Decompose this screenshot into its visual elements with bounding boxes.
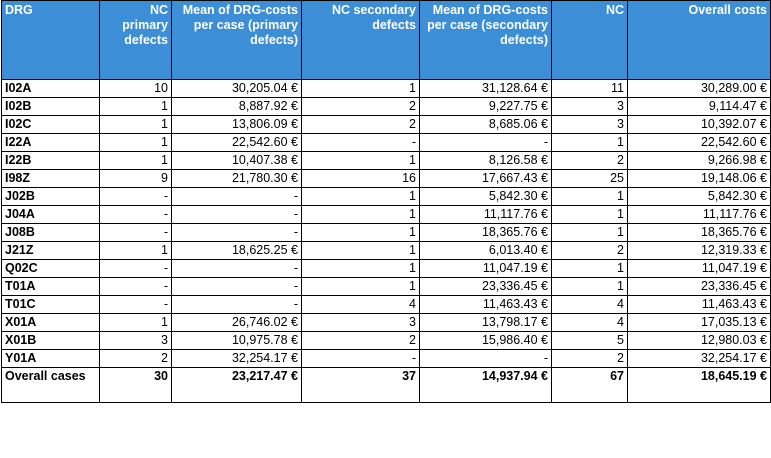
nc-secondary-cell: 1 <box>302 206 420 224</box>
header-overall-costs: Overall costs <box>628 1 771 80</box>
total-drg-cell: Overall cases <box>2 368 100 403</box>
drg-cell: I02C <box>2 116 100 134</box>
nc-secondary-cell: 1 <box>302 188 420 206</box>
table-row <box>2 278 771 296</box>
total-mean-primary-cell: 23,217.47 € <box>172 368 302 403</box>
mean-primary-cell: - <box>172 260 302 278</box>
overall-cell: 9,266.98 € <box>628 152 771 170</box>
nc-secondary-cell: 1 <box>302 260 420 278</box>
table-row <box>2 80 771 98</box>
mean-primary-cell: - <box>172 188 302 206</box>
total-nc-primary-cell: 30 <box>100 368 172 403</box>
nc-cell: 5 <box>552 332 628 350</box>
nc-cell: 1 <box>552 224 628 242</box>
total-mean-secondary-cell: 14,937.94 € <box>420 368 552 403</box>
nc-cell: 2 <box>552 152 628 170</box>
nc-cell: 25 <box>552 170 628 188</box>
nc-primary-cell: 1 <box>100 314 172 332</box>
drg-cell: X01A <box>2 314 100 332</box>
drg-cell: J04A <box>2 206 100 224</box>
total-nc-cell: 67 <box>552 368 628 403</box>
table-row <box>2 134 771 152</box>
table-row <box>2 98 771 116</box>
table-row <box>2 242 771 260</box>
overall-cell: 5,842.30 € <box>628 188 771 206</box>
overall-cell: 9,114.47 € <box>628 98 771 116</box>
nc-cell: 2 <box>552 242 628 260</box>
nc-secondary-cell: 2 <box>302 332 420 350</box>
nc-secondary-cell: - <box>302 350 420 368</box>
drg-cell: I98Z <box>2 170 100 188</box>
overall-cell: 19,148.06 € <box>628 170 771 188</box>
mean-primary-cell: 26,746.02 € <box>172 314 302 332</box>
table-row <box>2 224 771 242</box>
nc-primary-cell: - <box>100 206 172 224</box>
header-row <box>2 1 771 80</box>
total-nc-secondary-cell: 37 <box>302 368 420 403</box>
mean-secondary-cell: - <box>420 134 552 152</box>
mean-secondary-cell: 15,986.40 € <box>420 332 552 350</box>
overall-cell: 22,542.60 € <box>628 134 771 152</box>
nc-secondary-cell: 1 <box>302 152 420 170</box>
nc-primary-cell: 1 <box>100 116 172 134</box>
nc-cell: 11 <box>552 80 628 98</box>
nc-primary-cell: - <box>100 296 172 314</box>
nc-primary-cell: - <box>100 260 172 278</box>
total-overall-cell: 18,645.19 € <box>628 368 771 403</box>
nc-primary-cell: 1 <box>100 152 172 170</box>
mean-secondary-cell: 8,126.58 € <box>420 152 552 170</box>
overall-cell: 12,319.33 € <box>628 242 771 260</box>
mean-primary-cell: - <box>172 278 302 296</box>
mean-secondary-cell: 8,685.06 € <box>420 116 552 134</box>
nc-cell: 3 <box>552 116 628 134</box>
mean-primary-cell: 10,975.78 € <box>172 332 302 350</box>
header-mean-primary: Mean of DRG-costs per case (primary defects) <box>172 1 302 80</box>
nc-secondary-cell: 2 <box>302 116 420 134</box>
drg-cell: Q02C <box>2 260 100 278</box>
table-row <box>2 350 771 368</box>
mean-secondary-cell: 11,047.19 € <box>420 260 552 278</box>
drg-cell: X01B <box>2 332 100 350</box>
nc-cell: 1 <box>552 260 628 278</box>
mean-secondary-cell: 31,128.64 € <box>420 80 552 98</box>
overall-cell: 11,117.76 € <box>628 206 771 224</box>
mean-primary-cell: 30,205.04 € <box>172 80 302 98</box>
drg-cell: T01A <box>2 278 100 296</box>
table-row <box>2 170 771 188</box>
drg-cell: I22B <box>2 152 100 170</box>
nc-primary-cell: 1 <box>100 134 172 152</box>
mean-primary-cell: 18,625.25 € <box>172 242 302 260</box>
mean-secondary-cell: 6,013.40 € <box>420 242 552 260</box>
mean-primary-cell: 22,542.60 € <box>172 134 302 152</box>
mean-primary-cell: - <box>172 296 302 314</box>
nc-cell: 2 <box>552 350 628 368</box>
nc-secondary-cell: 3 <box>302 314 420 332</box>
nc-cell: 1 <box>552 206 628 224</box>
mean-primary-cell: 32,254.17 € <box>172 350 302 368</box>
nc-cell: 1 <box>552 188 628 206</box>
nc-cell: 3 <box>552 98 628 116</box>
drg-cell: J21Z <box>2 242 100 260</box>
table-row <box>2 314 771 332</box>
overall-cell: 30,289.00 € <box>628 80 771 98</box>
table-row <box>2 296 771 314</box>
table-row <box>2 260 771 278</box>
table-row <box>2 332 771 350</box>
mean-primary-cell: 8,887.92 € <box>172 98 302 116</box>
mean-primary-cell: 13,806.09 € <box>172 116 302 134</box>
header-nc-primary: NC primary defects <box>100 1 172 80</box>
overall-cell: 17,035.13 € <box>628 314 771 332</box>
table-row <box>2 206 771 224</box>
nc-primary-cell: 1 <box>100 242 172 260</box>
nc-secondary-cell: 16 <box>302 170 420 188</box>
nc-cell: 1 <box>552 278 628 296</box>
header-nc: NC <box>552 1 628 80</box>
nc-primary-cell: - <box>100 188 172 206</box>
mean-secondary-cell: 5,842.30 € <box>420 188 552 206</box>
overall-cell: 11,463.43 € <box>628 296 771 314</box>
table-row <box>2 188 771 206</box>
mean-secondary-cell: - <box>420 350 552 368</box>
table-row <box>2 116 771 134</box>
nc-secondary-cell: 1 <box>302 242 420 260</box>
nc-cell: 4 <box>552 314 628 332</box>
header-mean-secondary: Mean of DRG-costs per case (secondary defects) <box>420 1 552 80</box>
nc-secondary-cell: 1 <box>302 80 420 98</box>
drg-cell: I22A <box>2 134 100 152</box>
mean-secondary-cell: 13,798.17 € <box>420 314 552 332</box>
nc-primary-cell: - <box>100 224 172 242</box>
nc-cell: 4 <box>552 296 628 314</box>
nc-secondary-cell: 2 <box>302 98 420 116</box>
drg-cell: T01C <box>2 296 100 314</box>
nc-secondary-cell: 1 <box>302 278 420 296</box>
drg-cost-table <box>1 0 771 403</box>
nc-primary-cell: 10 <box>100 80 172 98</box>
drg-cell: J08B <box>2 224 100 242</box>
overall-cell: 18,365.76 € <box>628 224 771 242</box>
drg-cell: I02B <box>2 98 100 116</box>
mean-primary-cell: 10,407.38 € <box>172 152 302 170</box>
nc-secondary-cell: 1 <box>302 224 420 242</box>
total-row <box>2 368 771 403</box>
mean-primary-cell: 21,780.30 € <box>172 170 302 188</box>
nc-primary-cell: - <box>100 278 172 296</box>
mean-primary-cell: - <box>172 224 302 242</box>
nc-primary-cell: 9 <box>100 170 172 188</box>
overall-cell: 11,047.19 € <box>628 260 771 278</box>
nc-primary-cell: 3 <box>100 332 172 350</box>
nc-secondary-cell: 4 <box>302 296 420 314</box>
mean-secondary-cell: 11,117.76 € <box>420 206 552 224</box>
table-row <box>2 152 771 170</box>
overall-cell: 32,254.17 € <box>628 350 771 368</box>
nc-secondary-cell: - <box>302 134 420 152</box>
mean-secondary-cell: 17,667.43 € <box>420 170 552 188</box>
drg-cell: I02A <box>2 80 100 98</box>
nc-primary-cell: 1 <box>100 98 172 116</box>
drg-cell: Y01A <box>2 350 100 368</box>
mean-secondary-cell: 18,365.76 € <box>420 224 552 242</box>
drg-cell: J02B <box>2 188 100 206</box>
table-body <box>2 80 771 403</box>
mean-secondary-cell: 9,227.75 € <box>420 98 552 116</box>
header-drg: DRG <box>2 1 100 80</box>
mean-secondary-cell: 11,463.43 € <box>420 296 552 314</box>
nc-primary-cell: 2 <box>100 350 172 368</box>
overall-cell: 23,336.45 € <box>628 278 771 296</box>
mean-primary-cell: - <box>172 206 302 224</box>
overall-cell: 10,392.07 € <box>628 116 771 134</box>
header-nc-secondary: NC secondary defects <box>302 1 420 80</box>
overall-cell: 12,980.03 € <box>628 332 771 350</box>
mean-secondary-cell: 23,336.45 € <box>420 278 552 296</box>
nc-cell: 1 <box>552 134 628 152</box>
